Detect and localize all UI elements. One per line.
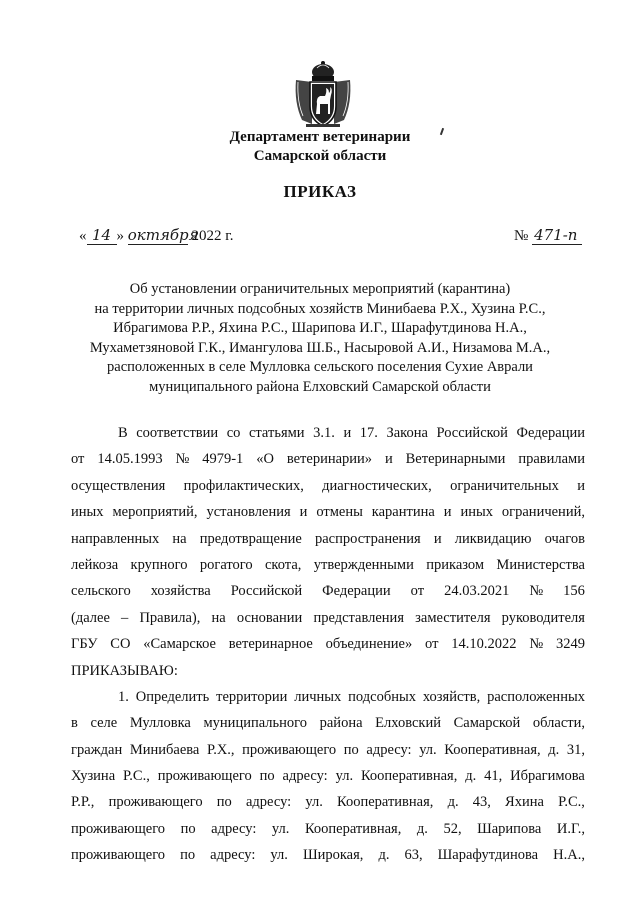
body-line: [71, 473, 585, 499]
body-word: заместителя: [415, 609, 491, 626]
body-word: Российской: [436, 425, 508, 441]
body-word: территории: [216, 688, 288, 705]
body-word: проживающего: [71, 847, 166, 864]
body-word: руководителя: [501, 609, 585, 626]
date-month: октября: [127, 226, 199, 244]
body-word: профилактических,: [183, 477, 304, 494]
body-word: ветеринарное: [228, 636, 313, 653]
body-word: и: [443, 504, 452, 521]
body-word: Кооперативная,: [360, 768, 458, 785]
subject-line: Ибрагимова Р.Р., Яхина Р.С., Шарипова И.Г., Шарафутдинова Н.А.,: [113, 320, 527, 336]
body-word: 3.1.: [313, 425, 335, 441]
subject-line: расположенных в селе Мулловка сельского поселения Сухие Аврали: [107, 359, 533, 375]
body-word: лейкоза: [71, 556, 119, 573]
body-word: 52,: [443, 820, 462, 837]
body-word: осуществления: [71, 477, 166, 494]
order-date: [79, 226, 233, 245]
body-word: проживающего: [71, 820, 166, 837]
body-line: [71, 842, 585, 868]
body-word: ул.: [335, 768, 354, 785]
body-word: предотвращение: [199, 530, 302, 547]
body-word: д.: [378, 847, 390, 864]
body-word: 43,: [472, 794, 491, 811]
body-word: правилами: [518, 451, 585, 468]
body-word: со: [226, 425, 241, 441]
subject-line: муниципального района Елховский Самарской области: [149, 378, 491, 395]
body-word: утвержденными: [313, 556, 414, 573]
body-word: ГБУ: [71, 636, 98, 653]
body-word: 31,: [566, 741, 585, 758]
body-word: и: [433, 530, 442, 547]
body-word: объединение»: [325, 636, 413, 653]
body-word: ветеринарии»: [286, 451, 373, 468]
body-word: и: [299, 504, 308, 521]
body-word: проживающего: [157, 768, 252, 785]
body-word: и: [343, 425, 352, 441]
body-word: Р.Р.,: [71, 794, 95, 811]
body-word: представления: [313, 609, 404, 626]
body-word: от: [410, 583, 425, 600]
body-word: проживающего: [108, 794, 203, 811]
body-word: от: [425, 636, 439, 653]
body-word: Н.А.,: [553, 847, 585, 864]
body-word: Мулловка: [129, 715, 191, 732]
body-word: направленных: [71, 530, 160, 547]
body-word: д.: [447, 794, 459, 811]
body-line: [71, 605, 585, 631]
body-word: 24.03.2021: [444, 583, 510, 600]
body-word: приказом: [426, 556, 485, 573]
body-word: мероприятий,: [112, 504, 198, 521]
body-word: №: [529, 636, 544, 653]
body-word: граждан: [71, 741, 123, 758]
body-word: Р.Х.,: [206, 741, 235, 758]
body-word: очагов: [544, 530, 585, 547]
body-word: диагностических,: [322, 477, 432, 494]
body-word: в: [71, 715, 78, 732]
body-word: 3249: [555, 636, 585, 653]
body-word: 14.10.2022: [451, 636, 517, 653]
body-word: Минибаева: [129, 741, 200, 758]
body-word: расположенных: [487, 688, 585, 705]
body-word: соответствии: [136, 425, 219, 441]
body-word: по: [180, 820, 196, 837]
body-word: Хузина: [71, 768, 116, 785]
body-word: адресу:: [282, 768, 328, 785]
body-word: ул.: [305, 794, 323, 811]
body-word: ул.: [419, 741, 437, 758]
body-word: по: [216, 794, 232, 811]
body-line: [71, 631, 585, 657]
body-word: 41,: [484, 768, 503, 785]
body-word: области,: [532, 715, 585, 732]
body-word: Р.С.,: [558, 794, 585, 811]
body-word: ликвидацию: [454, 530, 532, 547]
body-word: 17.: [359, 425, 378, 441]
body-word: Закона: [386, 425, 428, 441]
body-word: района: [319, 715, 363, 732]
body-word: Федерации: [516, 425, 585, 441]
body-word: ограничений,: [501, 504, 585, 521]
body-word: 156: [563, 583, 585, 600]
subject-line: Об установлении ограничительных мероприятий (карантина): [129, 281, 511, 297]
body-word: д.: [465, 768, 477, 785]
body-word: отмены: [316, 504, 363, 521]
order-body: [71, 420, 585, 869]
body-word: Кооперативная,: [337, 794, 434, 811]
body-word: иных: [71, 504, 104, 521]
date-open-quote: «: [79, 228, 87, 244]
subject-line: Мухаметзяновой Г.К., Имангулова Ш.Б., Насыровой А.И., Низамова М.А.,: [89, 339, 551, 356]
department-line2: Самарской области: [253, 148, 387, 164]
department-name: [0, 128, 640, 166]
department-line1: Департамент ветеринарии: [229, 129, 411, 145]
body-word: Елховский: [375, 715, 441, 732]
body-word: и: [577, 477, 585, 494]
body-word: селе: [90, 715, 118, 732]
body-word: Шарипова: [477, 820, 542, 837]
body-word: ПРИКАЗЫВАЮ:: [71, 662, 178, 679]
body-word: ул.: [271, 820, 290, 837]
body-word: Шарафутдинова: [437, 847, 539, 864]
body-word: ул.: [270, 847, 288, 864]
body-word: Кооперативная,: [444, 741, 541, 758]
body-word: на: [172, 530, 187, 547]
body-word: И.Г.,: [556, 820, 585, 837]
body-word: адресу:: [211, 820, 257, 837]
body-word: на: [211, 609, 226, 626]
body-word: по: [259, 768, 275, 785]
body-line: [71, 578, 585, 604]
order-subject: [60, 280, 580, 397]
body-word: адресу:: [366, 741, 412, 758]
body-word: Российской: [230, 583, 303, 600]
body-line: [71, 789, 585, 815]
body-word: по: [180, 847, 196, 864]
body-word: хозяйств,: [422, 688, 481, 705]
body-word: подсобных: [348, 688, 416, 705]
body-word: д.: [548, 741, 560, 758]
body-word: Определить: [135, 688, 210, 705]
body-word: карантина: [371, 504, 435, 521]
body-word: иных: [460, 504, 493, 521]
body-word: Р.С.,: [123, 768, 150, 785]
document-title: ПРИКАЗ: [283, 182, 357, 201]
body-word: установления: [206, 504, 291, 521]
body-line: [71, 763, 585, 789]
body-word: 1.: [118, 688, 129, 705]
date-year: 2022 г.: [191, 228, 234, 244]
samara-coat-of-arms-icon: [292, 58, 354, 130]
body-line: [71, 658, 585, 684]
body-word: Широкая,: [302, 847, 364, 864]
body-word: муниципального: [203, 715, 307, 732]
body-word: Самарской: [453, 715, 521, 732]
body-word: Федерации: [322, 583, 391, 600]
body-word: Ветеринарными: [405, 451, 506, 468]
body-line: [71, 446, 585, 472]
body-word: 63,: [404, 847, 423, 864]
body-line: [71, 737, 585, 763]
date-day: 14: [87, 226, 117, 245]
body-word: по: [343, 741, 359, 758]
body-word: Ибрагимова: [510, 768, 585, 785]
body-line: [71, 499, 585, 525]
subject-line: на территории личных подсобных хозяйств Минибаева Р.Х., Хузина Р.С.,: [94, 300, 546, 317]
body-line: [71, 552, 585, 578]
body-line: [71, 816, 585, 842]
body-word: основании: [236, 609, 303, 626]
body-word: 4979-1: [202, 451, 244, 468]
body-word: скота,: [265, 556, 302, 573]
body-word: –: [121, 609, 129, 626]
body-line: [71, 420, 585, 446]
body-word: сельского: [71, 583, 131, 600]
body-word: (далее: [71, 609, 110, 626]
date-close-quote: »: [116, 228, 124, 244]
body-line: [71, 710, 585, 736]
body-line: [71, 526, 585, 552]
number-prefix: №: [514, 228, 529, 244]
number-value: 471-п: [532, 226, 582, 245]
body-word: рогатого: [199, 556, 253, 573]
body-word: распространения: [314, 530, 421, 547]
body-word: и: [384, 451, 393, 468]
body-word: 14.05.1993: [97, 451, 163, 468]
body-word: Яхина: [505, 794, 544, 811]
body-line: [71, 684, 585, 710]
body-word: В: [118, 425, 128, 441]
body-word: хозяйства: [150, 583, 211, 600]
body-word: статьями: [248, 425, 305, 441]
body-word: №: [529, 583, 544, 600]
body-word: ограничительных: [450, 477, 559, 494]
body-word: крупного: [130, 556, 188, 573]
body-word: «Самарское: [143, 636, 216, 653]
body-word: личных: [294, 688, 342, 705]
body-word: Правила),: [139, 609, 201, 626]
body-word: адресу:: [245, 794, 292, 811]
body-word: «О: [256, 451, 274, 468]
body-word: д.: [416, 820, 428, 837]
body-word: СО: [110, 636, 131, 653]
body-word: №: [175, 451, 190, 468]
body-word: проживающего: [242, 741, 337, 758]
body-word: от: [71, 451, 85, 468]
body-word: Министерства: [496, 556, 585, 573]
order-number: [514, 226, 582, 245]
body-word: Кооперативная,: [304, 820, 402, 837]
body-word: адресу:: [210, 847, 256, 864]
